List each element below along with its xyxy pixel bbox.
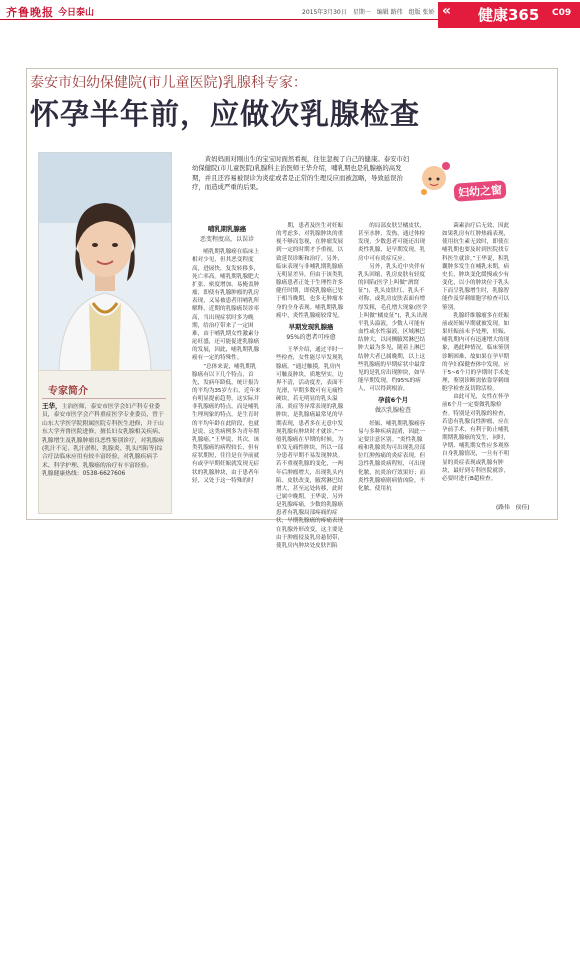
paragraph: 妊娠、哺乳期乳腺癌容易与多种疾病混淆，因此一定要注意区别。“炎性乳腺癌和乳腺炎均可出现乳房部位红肿热痛的炎症表现，但急性乳腺炎病程短，可出现化脓，抗炎治疗效果好；而炎性乳腺癌则病情凶险，不化脓，使用抗 (358, 420, 426, 492)
body-column-4 (442, 222, 512, 483)
body-column-3 (358, 222, 428, 493)
expert-bio (42, 402, 166, 479)
expert-heading: 专家简介 (48, 386, 88, 397)
edition-name: 今日泰山 (58, 8, 95, 18)
subhead-2: 早期发现乳腺癌 (288, 322, 334, 331)
article-intro: 黄妈妈面对刚出生的宝宝时面然看视，往往忽视了自己的健康。泰安市妇幼保健院(市儿童医院)乳腺科主治医师王华介绍，哺乳期也是乳腺癌的高发期，并且还容易被误诊为炎症或者是正常的生理反应而被忽略，导致延误治疗，而造成严重的后果。 (192, 155, 410, 191)
body-column-1 (192, 222, 262, 485)
subhead-1-deck: 恶变程度高，以误诊 (199, 236, 254, 244)
expert-name: 王华， (42, 402, 62, 410)
paragraph: “总体来说，哺乳期乳腺癌有以下几个特点，首先，发病年龄低，统计报告的平均为35岁左右，近年来有明显提前趋势，这实际并非乳腺癌的特点，而是哺乳生理现象的特点，是生育时的平均年龄在此阶段，也就是说，这类病例多为青年期乳腺癌。”王华说，其次，该类乳腺癌的病程较长，但有症状期短，往往是在孕前就有或孕早期妊娠就发现无症状的乳腺肿块，由于患者年轻，又处于这一特殊的时 (192, 363, 261, 484)
paragraph: 的局部皮肤呈橘皮状，甚至水肿、发热，通过体检发现，少数患者可能还出现炎性乳腺，是早期发现，乳房中可有炎症反应。 (358, 223, 426, 262)
newspaper-logo: 齐鲁晚报 (6, 6, 54, 19)
column-badge-label: 妇幼之窗 (453, 180, 506, 202)
subhead-2-deck: 95%的患者可痊愈 (286, 334, 336, 342)
expert-bio-text: 主治医师，泰安市医学会妇产科专业委员，泰安市医学会产科重症医学专业委员，曾于山东大学医学院附属医院专科医生进修，并于山东大学齐鲁医院进修，擅长妇女乳腺相关疾病、乳腺增生及乳腺肿瘤良恶性鉴别诊疗，对乳腺病(乳汁不足、乳汁淤积、乳腺炎、乳头凹陷等)综合疗法临床应用有较丰富经验，对乳腺疾病手术、科学护理、乳腺癌的治疗有丰富经验。 (42, 404, 164, 469)
byline-credit: (路伟 侯佳) (496, 505, 530, 511)
subhead-1: 哺乳期乳腺癌 (207, 225, 247, 233)
page-number: C09 (552, 8, 572, 18)
section-title: 健康365 (478, 6, 540, 24)
paragraph: 王华介绍，通过平时一些检查，女性能尽早发现乳腺癌。“通过触摸，乳房内可触及肿块，质地坚实，边界不清，活动度差，表面不光滑，早期多数可有无痛性硬块，若无明显的乳头溢液、炎症等异常表现的乳腺肿块，是乳腺癌最常见的早期表现，患者多在无意中发现乳腺有肿块时才就诊。”一般乳腺癌在早期的时候，为单发无痛性肿块，所以一部分患者早期不易发现肿块。若不重视乳腺的变化，一两年后肿瘤增大，出现乳头内陷、皮肤改变，腋窝淋巴结增大，甚至远处转移，此时已属中晚期。王华说，另外是乳腺疼痛，少数的乳腺癌患者有乳腺局部疼痛的症状，早期乳腺癌的疼痛表现在乳腺外形改变，这主要是由于肿瘤侵及乳房悬韧带，使乳房内肿块处皮肤凹陷 (276, 347, 344, 549)
article-kicker: 泰安市妇幼保健院(市儿童医院)乳腺科专家： (30, 75, 307, 91)
page-header (0, 0, 580, 22)
subhead-3: 孕前6个月 (377, 396, 408, 405)
expert-hotline: 乳腺健康热线：0538-6627606 (42, 471, 126, 478)
body-column-2 (276, 222, 346, 550)
issue-meta: 2015年3月30日 星期一 编辑 路伟 组版 张娇 (302, 9, 435, 16)
article-headline: 怀孕半年前，应做次乳腺检查 (30, 97, 421, 131)
portrait-illustration (39, 153, 171, 371)
expert-photo (38, 152, 172, 372)
paragraph: 由此可见，女性在怀孕前6个月一定要做乳腺检查。特别是对乳腺的检查，若患有乳腺良性肿瘤，应在孕前手术，有利于防止哺乳期期乳腺癌的发生，同时，孕期、哺乳期女性应多观察自身乳腺情况，一旦有不明显的炎症表现或乳腺有肿块，最好到专科医院就诊，必要时进行B超检查。 (442, 394, 510, 482)
paragraph: 另外，乳头近中央伴有乳头回缩，乳房皮肤有轻度的回陷(医学上叫做“酒窝征”)，乳头皮肤红、乳头不对称，或乳房皮肤表面有增厚发粗，毛孔增大现象(医学上叫做“橘皮征”)，乳头出现平乳头溢液，少数人可能有血性或水性溢液，区域淋巴结肿大，以同侧腋窝淋巴结肿大最为多见，随着上淋巴结肿大者已属晚期，以上这些乳腺癌的早期症状中最常见的是乳房出现肿块，如早能早期发现，约95%的病人，可以得到根治。 (358, 263, 428, 393)
paragraph: 哺乳期乳腺癌在临床上相对少见，但其恶变程度高，进展快，复发转移多，死亡率高。哺乳期乳腺肥大扩张、密度增加、易掩盖肿瘤，即使有乳腺肿瘤的乳房表现，又易被患者用哺乳所解释，近期的乳腺癌误诊率高，当出现症状时多为晚期，给治疗带来了一定困难，由于哺乳期女性激素分泌旺盛，还可能促进乳腺癌的发展，因此，哺乳期乳腺癌有一定的特殊性。 (192, 249, 260, 362)
paragraph: 乳腺纤维腺瘤多在妊娠前或妊娠早期就被发现，如果妊娠前未予处理，妊娠、哺乳期内可有迅速增大的现象，遇此种情况，临床鉴别诊断困难，故如果在孕早期的孕妇保健查体中发现，应于5~6个月的孕期时手术处理，鉴别诊断需依靠穿刺细胞学检查及切除活检。 (442, 312, 510, 393)
paragraph: 菌素治疗后无效，因此如果乳房有红肿热痛表现，使用抗生素无效时，即使在哺乳期也要及时到医院找专科医生就诊。”王华说，积乳囊肿多发生在哺乳末期，病史长，肿块变化缓慢或少有变化，以小的肿块位于乳头下而呈乳腺增生时，乳腺智能作及穿刺细胞学检查可以鉴别。 (442, 223, 510, 311)
expert-divider (42, 398, 166, 399)
paragraph: 期，患者及医生对妊娠的考虑多，对乳腺肿块的重视不够而忽视，在肿瘤发展到一定的时期才予重视，以致延误诊断和治疗。另外，临床表现与非哺乳期乳腺癌无明显差异，但由于该类乳腺癌患者正处于生理性许多健任时期，即使乳腺癌已处于相当晚期，也多无肿瘤本身的全身表现。哺乳期乳腺癌中，炎性乳腺癌较常见。 (276, 223, 344, 319)
double-chevron-icon: « (442, 3, 452, 19)
subhead-3-deck: 做次乳腺检查 (374, 407, 411, 415)
